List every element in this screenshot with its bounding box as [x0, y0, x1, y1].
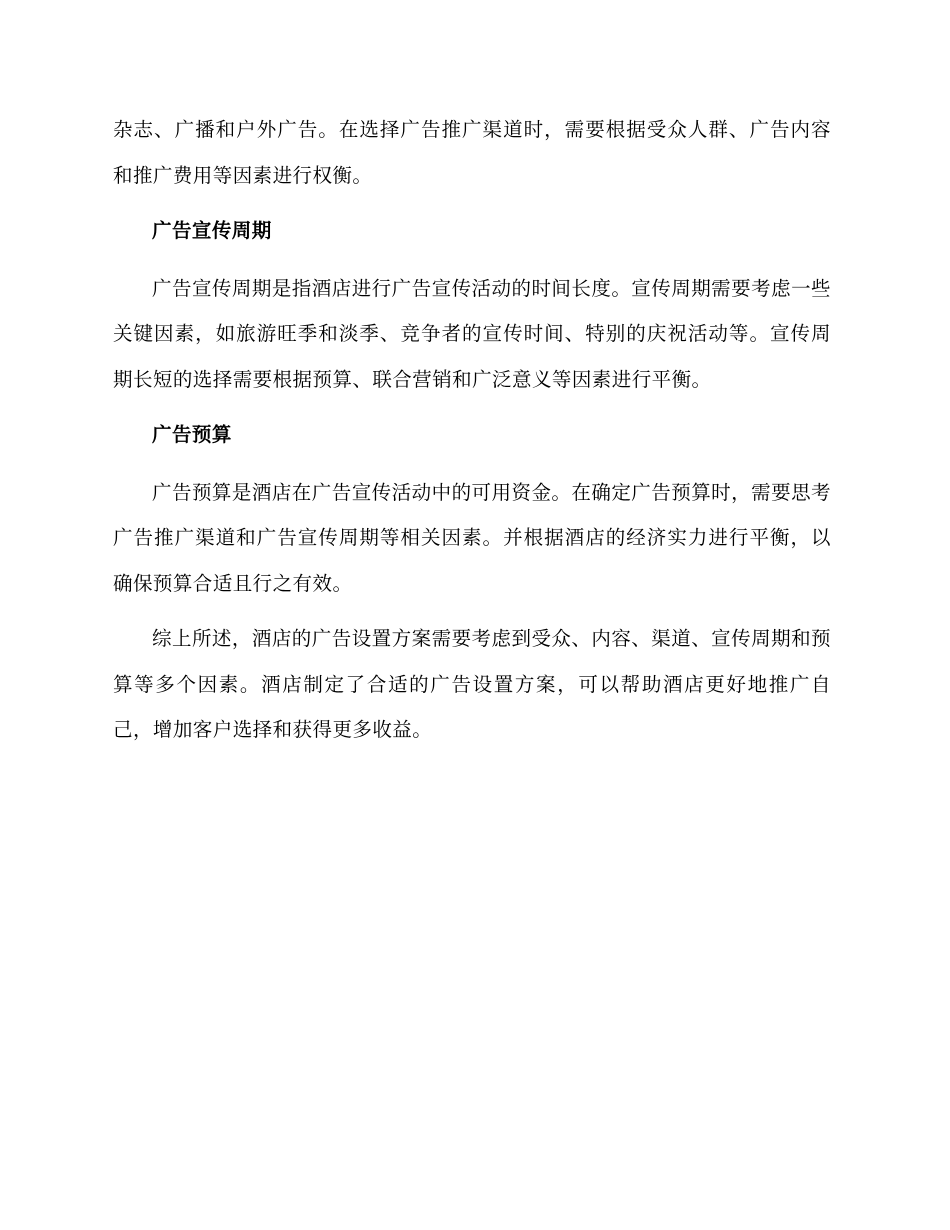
document-body: [113, 107, 831, 763]
paragraph-advertising-channels-continued: 杂志、广播和户外广告。在选择广告推广渠道时，需要根据受众人群、广告内容和推广费用等因素进行权衡。: [113, 118, 831, 187]
heading-advertising-period: 广告宣传周期: [152, 219, 272, 242]
heading-advertising-budget: 广告预算: [152, 423, 232, 446]
paragraph-conclusion: 综上所述，酒店的广告设置方案需要考虑到受众、内容、渠道、宣传周期和预算等多个因素。酒店制定了合适的广告设置方案，可以帮助酒店更好地推广自己，增加客户选择和获得更多收益。: [113, 627, 831, 741]
paragraph-advertising-period: 广告宣传周期是指酒店进行广告宣传活动的时间长度。宣传周期需要考虑一些关键因素，如旅游旺季和淡季、竞争者的宣传时间、特别的庆祝活动等。宣传周期长短的选择需要根据预算、联合营销和广泛意义等因素进行平衡。: [113, 276, 831, 391]
paragraph-advertising-budget: 广告预算是酒店在广告宣传活动中的可用资金。在确定广告预算时，需要思考广告推广渠道和广告宣传周期等相关因素。并根据酒店的经济实力进行平衡，以确保预算合适且行之有效。: [113, 480, 831, 595]
